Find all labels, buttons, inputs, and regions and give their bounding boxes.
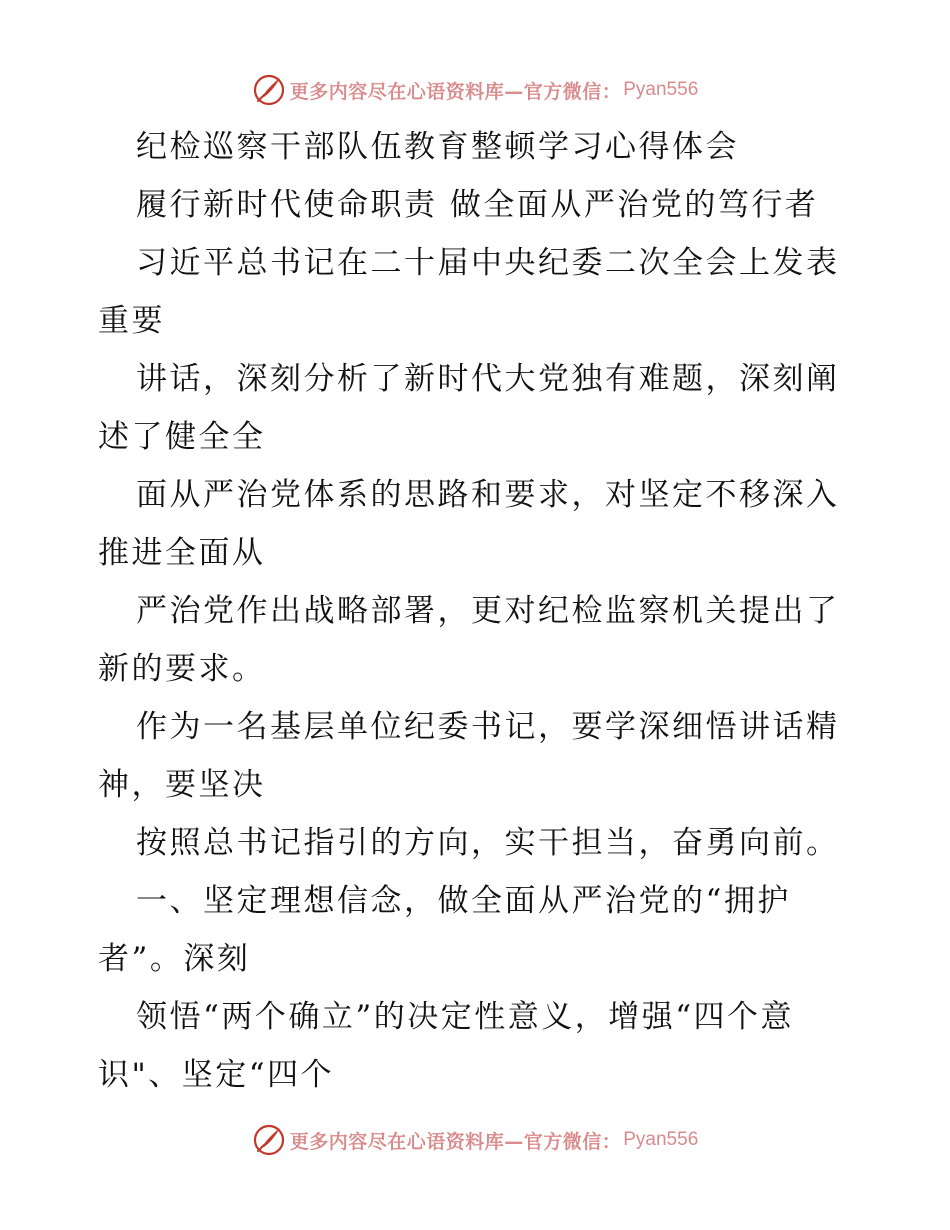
- document-line: 讲话，深刻分析了新时代大党独有难题，深刻阐: [136, 361, 840, 397]
- document-line: 一、坚定理想信念，做全面从严治党的“拥护: [136, 883, 791, 919]
- document-line: 履行新时代使命职责 做全面从严治党的笃行者: [136, 187, 819, 223]
- document-line: 习近平总书记在二十届中央纪委二次全会上发表: [136, 245, 840, 281]
- document-line: 作为一名基层单位纪委书记，要学深细悟讲话精: [136, 709, 840, 745]
- watermark-text: 更多内容尽在心语资料库—官方微信：: [289, 1130, 622, 1153]
- watermark-text: 更多内容尽在心语资料库—官方微信：: [289, 80, 622, 103]
- document-line: 述了健全全: [98, 419, 266, 455]
- document-line: 纪检巡察干部队伍教育整顿学习心得体会: [136, 129, 739, 165]
- document-line: 新的要求。: [98, 651, 266, 687]
- document-line: 领悟“两个确立”的决定性意义，增强“四个意: [136, 999, 795, 1035]
- quill-logo-icon: [252, 73, 286, 107]
- quill-logo-icon: [252, 1123, 286, 1157]
- document-body: [98, 118, 858, 1104]
- document-line: 严治党作出战略部署，更对纪检监察机关提出了: [136, 593, 840, 629]
- document-line: 按照总书记指引的方向，实干担当，奋勇向前。: [136, 825, 840, 861]
- document-line: 识"、坚定“四个: [98, 1057, 335, 1093]
- watermark-wechat-id: Pyan556: [623, 79, 699, 100]
- watermark-banner-top: [0, 70, 950, 110]
- document-line: 者”。深刻: [98, 941, 251, 977]
- document-line: 面从严治党体系的思路和要求，对坚定不移深入: [136, 477, 840, 513]
- watermark-wechat-id: Pyan556: [623, 1129, 699, 1150]
- document-line: 神，要坚决: [98, 767, 266, 803]
- document-line: 重要: [98, 303, 165, 339]
- document-line: 推进全面从: [98, 535, 266, 571]
- watermark-banner-bottom: [0, 1120, 950, 1160]
